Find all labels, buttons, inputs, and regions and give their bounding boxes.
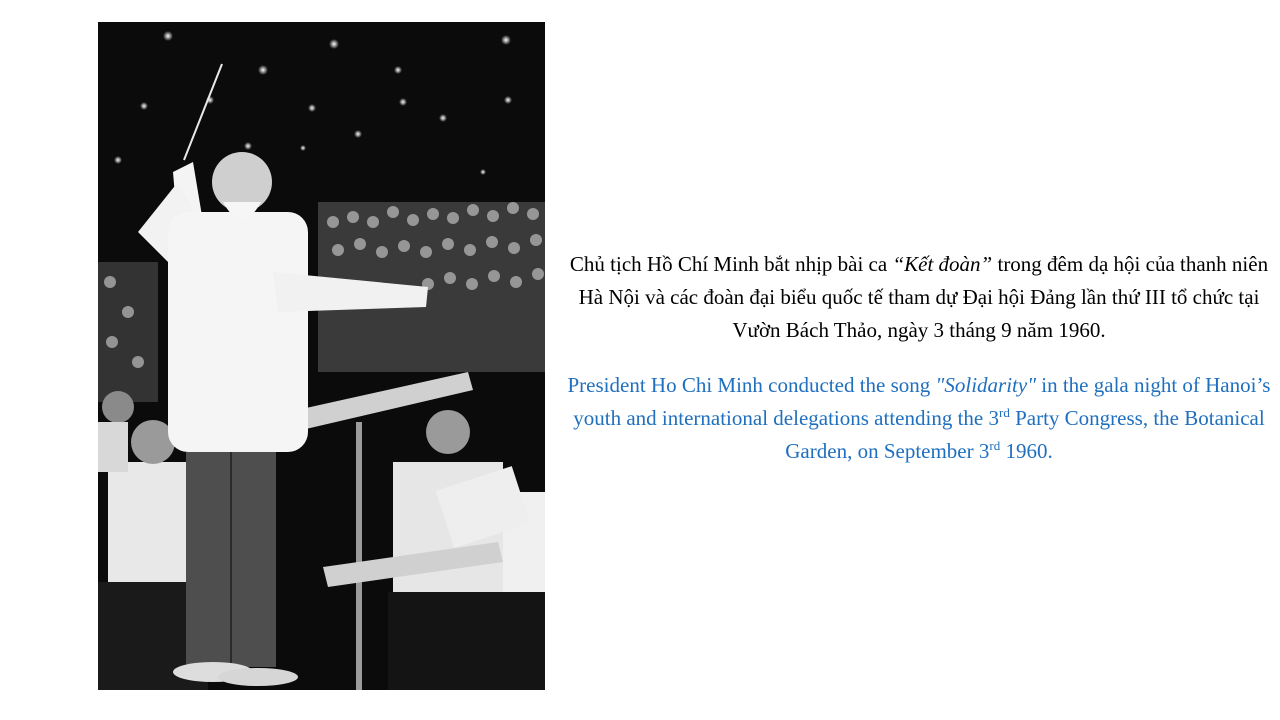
caption-en-ordinal-1: rd (999, 405, 1010, 420)
caption-vi-part2: trong đêm dạ hội của thanh niên Hà Nội và các đoàn đại biểu quốc tế tham dự Đại hội Đảng lần thứ III tổ chức tại Vườn Bách Thảo, ngày 3 tháng 9 năm 1960. (578, 252, 1269, 342)
photo-illustration (98, 22, 545, 690)
captions (566, 248, 1272, 468)
caption-en-part2: in the gala night of Hanoi’s youth and international delegations attending the 3 (573, 373, 1271, 430)
historical-photo (98, 22, 545, 690)
caption-vietnamese (566, 248, 1272, 347)
caption-en-part3: Party Congress, the Botanical Garden, on September 3 (785, 406, 1265, 463)
caption-en-song-title: "Solidarity" (935, 373, 1037, 397)
caption-english (566, 369, 1272, 468)
caption-en-part4: 1960. (1000, 439, 1053, 463)
caption-en-ordinal-2: rd (989, 438, 1001, 453)
caption-vi-song-title: “Kết đoàn” (892, 252, 993, 276)
caption-en-part1: President Ho Chi Minh conducted the song (567, 373, 936, 397)
caption-vi-part1: Chủ tịch Hồ Chí Minh bắt nhịp bài ca (569, 252, 893, 276)
